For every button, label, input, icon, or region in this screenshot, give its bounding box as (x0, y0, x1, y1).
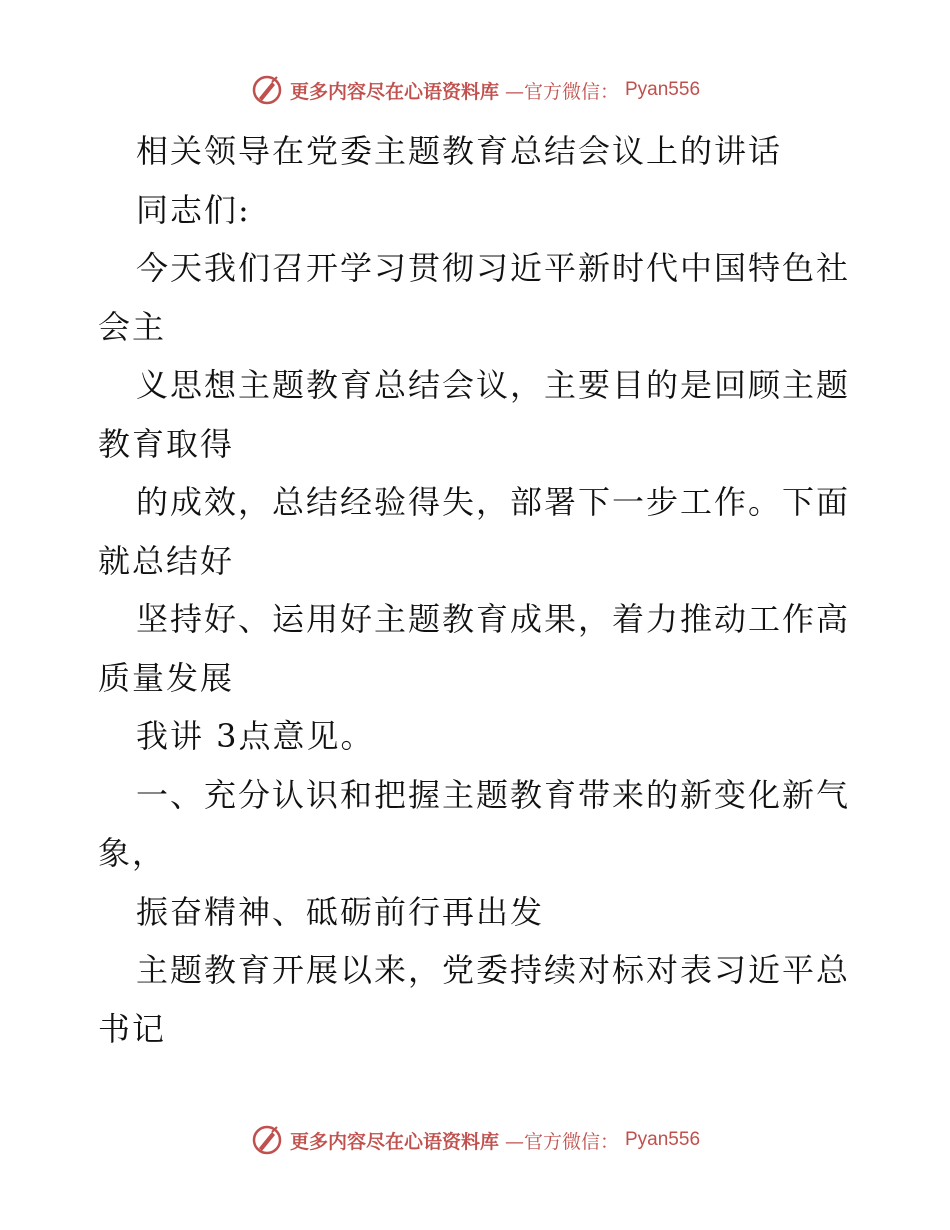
doc-line: 同志们: (136, 190, 251, 229)
doc-line: 相关领导在党委主题教育总结会议上的讲话 (136, 132, 783, 170)
doc-line: 义思想主题教育总结会议，主要目的是回顾主题 (136, 366, 851, 404)
pen-circle-logo-icon (250, 73, 284, 107)
pen-circle-logo-icon (250, 1123, 284, 1157)
document-body (98, 122, 858, 1058)
header-banner (0, 70, 950, 110)
doc-line: 我讲 3点意见。 (136, 717, 375, 755)
banner-main-text: 更多内容尽在心语资料库 (289, 1130, 499, 1153)
doc-line: 的成效，总结经验得失，部署下一步工作。下面 (136, 483, 851, 521)
doc-line: 象， (98, 834, 167, 872)
doc-line: 质量发展 (98, 658, 235, 697)
footer-banner (0, 1120, 950, 1160)
doc-line: 会主 (98, 307, 167, 346)
doc-line: 书记 (98, 1009, 167, 1048)
doc-line: 主题教育开展以来，党委持续对标对表习近平总 (136, 951, 851, 989)
doc-line: 坚持好、运用好主题教育成果，着力推动工作高 (136, 600, 851, 638)
banner-account-text: Pyan556 (625, 1129, 701, 1150)
doc-line: 一、充分认识和把握主题教育带来的新变化新气 (136, 775, 851, 814)
doc-line: 今天我们召开学习贯彻习近平新时代中国特色社 (136, 249, 851, 287)
doc-line: 就总结好 (98, 541, 235, 580)
doc-line: 教育取得 (98, 424, 235, 463)
banner-separator-text: —官方微信： (504, 1130, 619, 1153)
banner-separator-text: —官方微信： (504, 80, 619, 103)
doc-line: 振奋精神、砥砺前行再出发 (136, 892, 545, 931)
banner-main-text: 更多内容尽在心语资料库 (289, 80, 499, 103)
banner-account-text: Pyan556 (625, 79, 701, 100)
